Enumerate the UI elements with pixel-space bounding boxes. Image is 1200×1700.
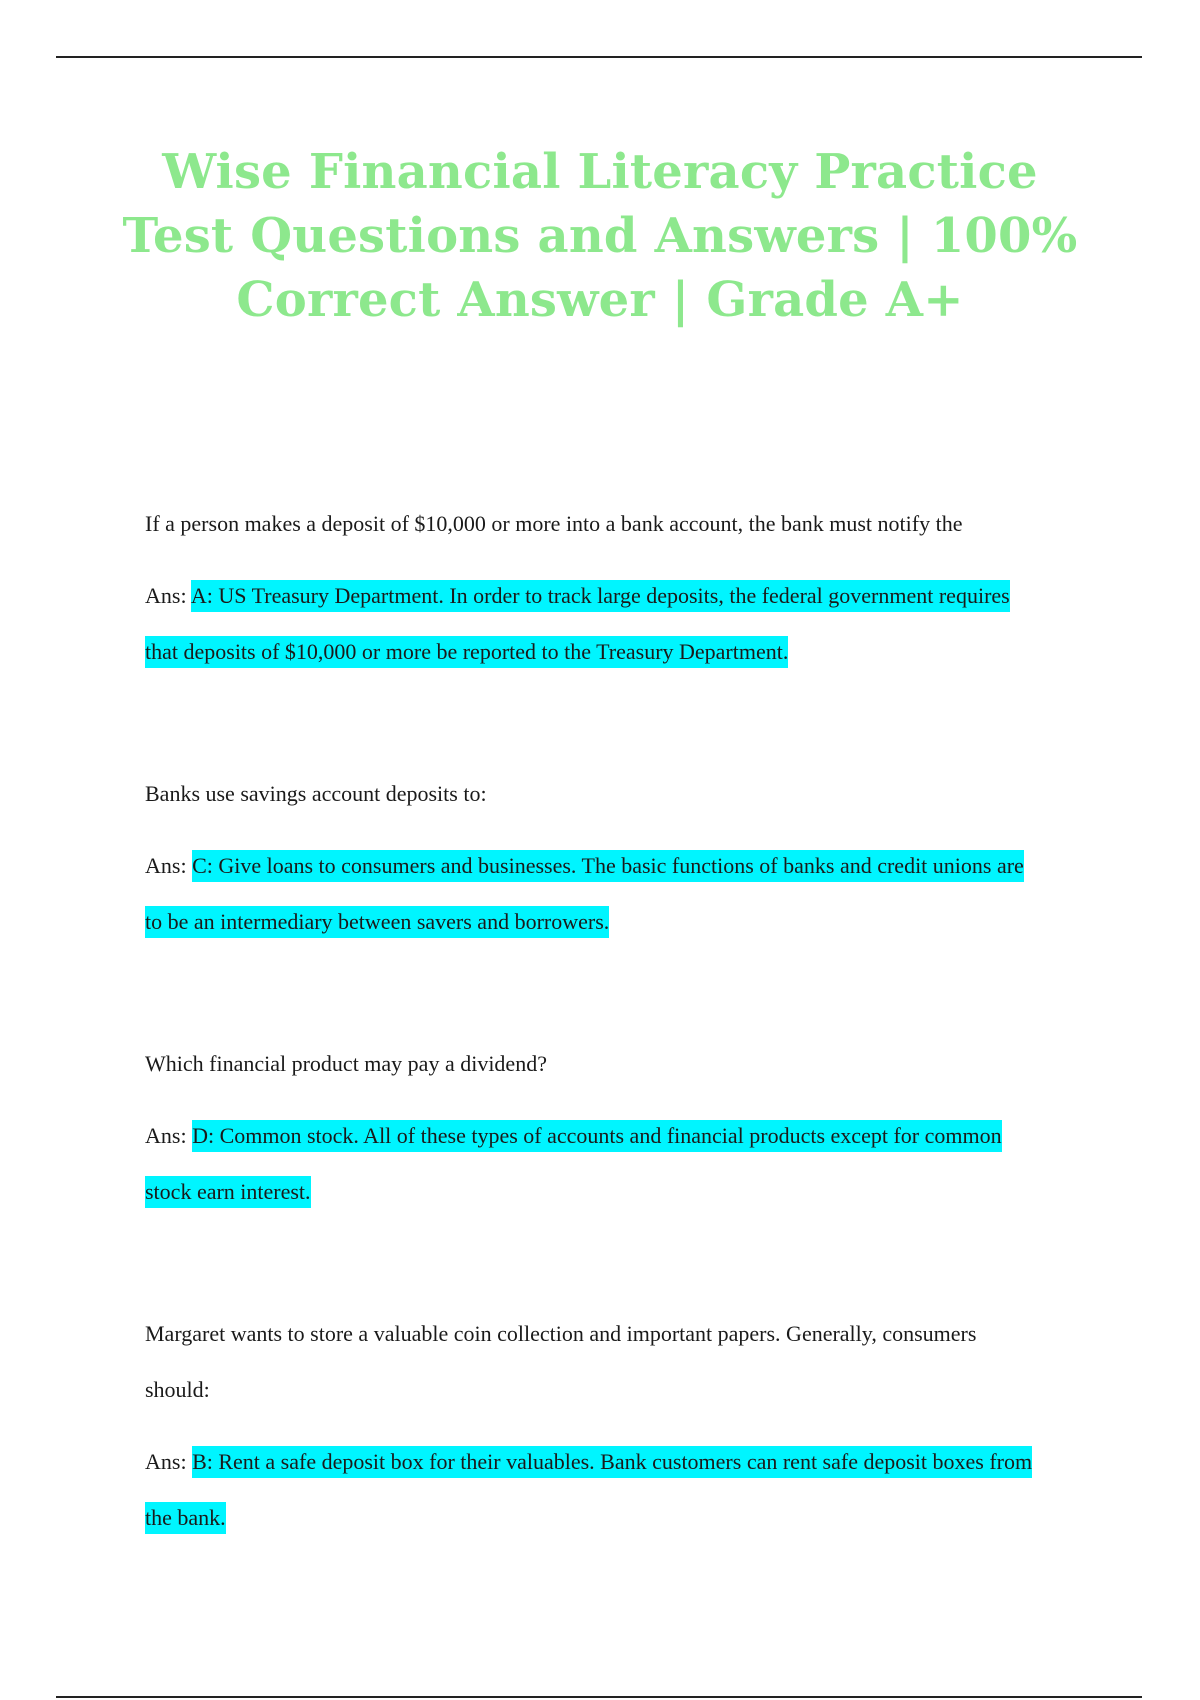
answer-label: Ans: — [145, 853, 187, 878]
qa-item — [145, 766, 1045, 950]
document-title: Wise Financial Literacy Practice Test Questions and Answers | 100% Correct Answer | Grade A+ — [122, 144, 1078, 328]
qa-item — [145, 496, 1045, 680]
question-text: Banks use savings account deposits to: — [145, 781, 487, 806]
bottom-rule — [56, 1696, 1142, 1698]
top-rule — [56, 56, 1142, 58]
answer-label: Ans: — [145, 1123, 187, 1148]
question-text: If a person makes a deposit of $10,000 or more into a bank account, the bank must notify the — [145, 511, 963, 536]
answer-highlight: B: Rent a safe deposit box for their valuables. Bank customers can rent safe deposit boxes from the bank. — [145, 1446, 1032, 1534]
answer-line — [145, 838, 1045, 950]
answer-label: Ans: — [145, 583, 187, 608]
answer-line — [145, 1434, 1045, 1546]
question-text: Which financial product may pay a dividend? — [145, 1051, 547, 1076]
qa-item — [145, 1306, 1045, 1546]
answer-label: Ans: — [145, 1449, 187, 1474]
answer-highlight: D: Common stock. All of these types of accounts and financial products except for common stock earn interest. — [145, 1120, 1002, 1208]
answer-highlight: A: US Treasury Department. In order to track large deposits, the federal government requires that deposits of $10,000 or more be reported to the Treasury Department. — [145, 580, 1010, 668]
answer-highlight: C: Give loans to consumers and businesses. The basic functions of banks and credit unions are to be an intermediary between savers and borrowers. — [145, 850, 1024, 938]
question-text: Margaret wants to store a valuable coin collection and important papers. Generally, consumers should: — [145, 1321, 977, 1402]
answer-line — [145, 1108, 1045, 1220]
qa-item — [145, 1036, 1045, 1220]
answer-line — [145, 568, 1045, 680]
